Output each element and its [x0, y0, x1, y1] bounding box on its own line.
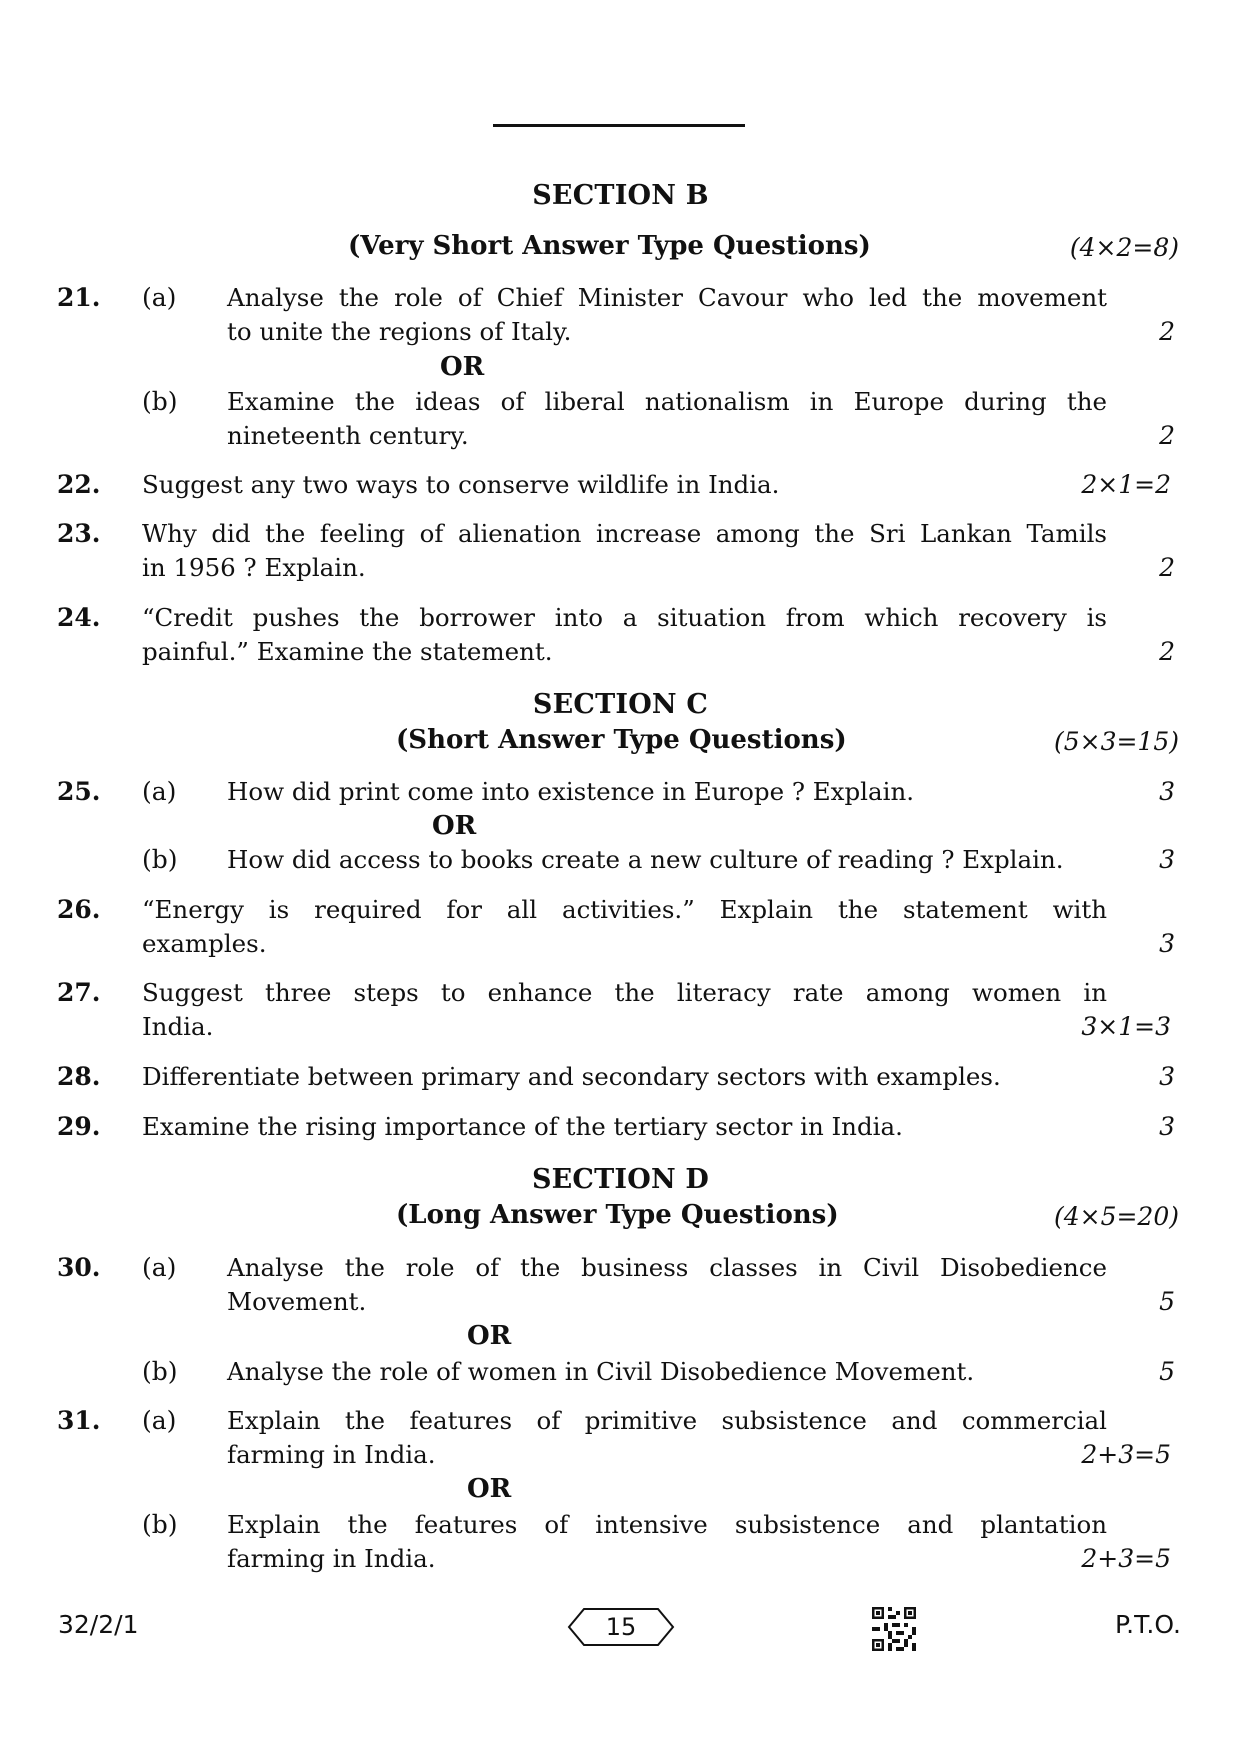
page-number-badge	[566, 1606, 676, 1648]
q30-a-line2: Movement.	[227, 1287, 367, 1316]
q23-line1: Why did the feeling of alienation increase among the Sri Lankan Tamils	[142, 519, 1107, 548]
q30-a-line1: Analyse the role of the business classes in Civil Disobedience	[227, 1253, 1107, 1282]
q30-b-label: (b)	[142, 1357, 178, 1386]
q25-a-line1: How did print come into existence in Europe ? Explain.	[227, 777, 915, 806]
section-c-subtitle: (Short Answer Type Questions)	[396, 725, 847, 755]
q25-a-marks: 3	[1159, 777, 1175, 806]
section-b-title: SECTION B	[532, 180, 709, 211]
q27-line1: Suggest three steps to enhance the literacy rate among women in	[142, 978, 1107, 1007]
q28-number: 28.	[57, 1062, 101, 1091]
q23-line2: in 1956 ? Explain.	[142, 553, 366, 582]
q24-marks: 2	[1159, 637, 1175, 666]
q25-number: 25.	[57, 777, 101, 806]
please-turn-over: P.T.O.	[1115, 1610, 1181, 1639]
qr-code-icon	[872, 1607, 916, 1651]
q21-b-marks: 2	[1159, 421, 1175, 450]
q31-a-line2: farming in India.	[227, 1440, 436, 1469]
q21-a-line1: Analyse the role of Chief Minister Cavour who led the movement	[227, 283, 1107, 312]
q25-b-line1: How did access to books create a new culture of reading ? Explain.	[227, 845, 1064, 874]
q24-line2: painful.” Examine the statement.	[142, 637, 553, 666]
q25-or: OR	[432, 811, 477, 841]
q21-b-line1: Examine the ideas of liberal nationalism in Europe during the	[227, 387, 1107, 416]
q31-b-line2: farming in India.	[227, 1544, 436, 1573]
q30-b-line1: Analyse the role of women in Civil Disobedience Movement.	[227, 1357, 975, 1386]
q22-marks: 2×1=2	[1081, 470, 1171, 499]
q30-a-label: (a)	[142, 1253, 177, 1282]
q24-line1: “Credit pushes the borrower into a situation from which recovery is	[142, 603, 1107, 632]
section-d-marks: (4×5=20)	[1053, 1202, 1179, 1231]
q31-or: OR	[467, 1474, 512, 1504]
section-c-title: SECTION C	[532, 689, 709, 720]
section-c-marks: (5×3=15)	[1053, 727, 1179, 756]
q21-a-label: (a)	[142, 283, 177, 312]
q28-line1: Differentiate between primary and secondary sectors with examples.	[142, 1062, 1001, 1091]
q27-line2: India.	[142, 1012, 214, 1041]
q21-or: OR	[440, 352, 485, 382]
q23-number: 23.	[57, 519, 101, 548]
q30-a-marks: 5	[1159, 1287, 1175, 1316]
q29-marks: 3	[1159, 1112, 1175, 1141]
q31-a-label: (a)	[142, 1406, 177, 1435]
q26-line2: examples.	[142, 929, 267, 958]
top-rule	[493, 124, 745, 127]
q25-b-label: (b)	[142, 845, 178, 874]
section-b-marks: (4×2=8)	[1069, 233, 1179, 262]
q31-b-marks: 2+3=5	[1081, 1544, 1171, 1573]
q22-number: 22.	[57, 470, 101, 499]
q25-b-marks: 3	[1159, 845, 1175, 874]
section-d-title: SECTION D	[531, 1164, 710, 1195]
q28-marks: 3	[1159, 1062, 1175, 1091]
q30-number: 30.	[57, 1253, 101, 1282]
q31-a-line1: Explain the features of primitive subsistence and commercial	[227, 1406, 1107, 1435]
q30-b-marks: 5	[1159, 1357, 1175, 1386]
q29-number: 29.	[57, 1112, 101, 1141]
q31-b-label: (b)	[142, 1510, 178, 1539]
q31-a-marks: 2+3=5	[1081, 1440, 1171, 1469]
paper-code: 32/2/1	[58, 1610, 139, 1639]
q21-number: 21.	[57, 283, 101, 312]
q26-line1: “Energy is required for all activities.” Explain the statement with	[142, 895, 1107, 924]
q31-b-line1: Explain the features of intensive subsistence and plantation	[227, 1510, 1107, 1539]
q29-line1: Examine the rising importance of the tertiary sector in India.	[142, 1112, 903, 1141]
q24-number: 24.	[57, 603, 101, 632]
q31-number: 31.	[57, 1406, 101, 1435]
q27-number: 27.	[57, 978, 101, 1007]
page-number: 15	[605, 1613, 637, 1641]
q21-a-line2: to unite the regions of Italy.	[227, 317, 572, 346]
q21-b-label: (b)	[142, 387, 178, 416]
q23-marks: 2	[1159, 553, 1175, 582]
q21-a-marks: 2	[1159, 317, 1175, 346]
q30-or: OR	[467, 1321, 512, 1351]
q26-marks: 3	[1159, 929, 1175, 958]
section-b-subtitle: (Very Short Answer Type Questions)	[348, 231, 871, 261]
q25-a-label: (a)	[142, 777, 177, 806]
q27-marks: 3×1=3	[1081, 1012, 1171, 1041]
q21-b-line2: nineteenth century.	[227, 421, 469, 450]
q22-line1: Suggest any two ways to conserve wildlife in India.	[142, 470, 780, 499]
q26-number: 26.	[57, 895, 101, 924]
section-d-subtitle: (Long Answer Type Questions)	[396, 1200, 839, 1230]
